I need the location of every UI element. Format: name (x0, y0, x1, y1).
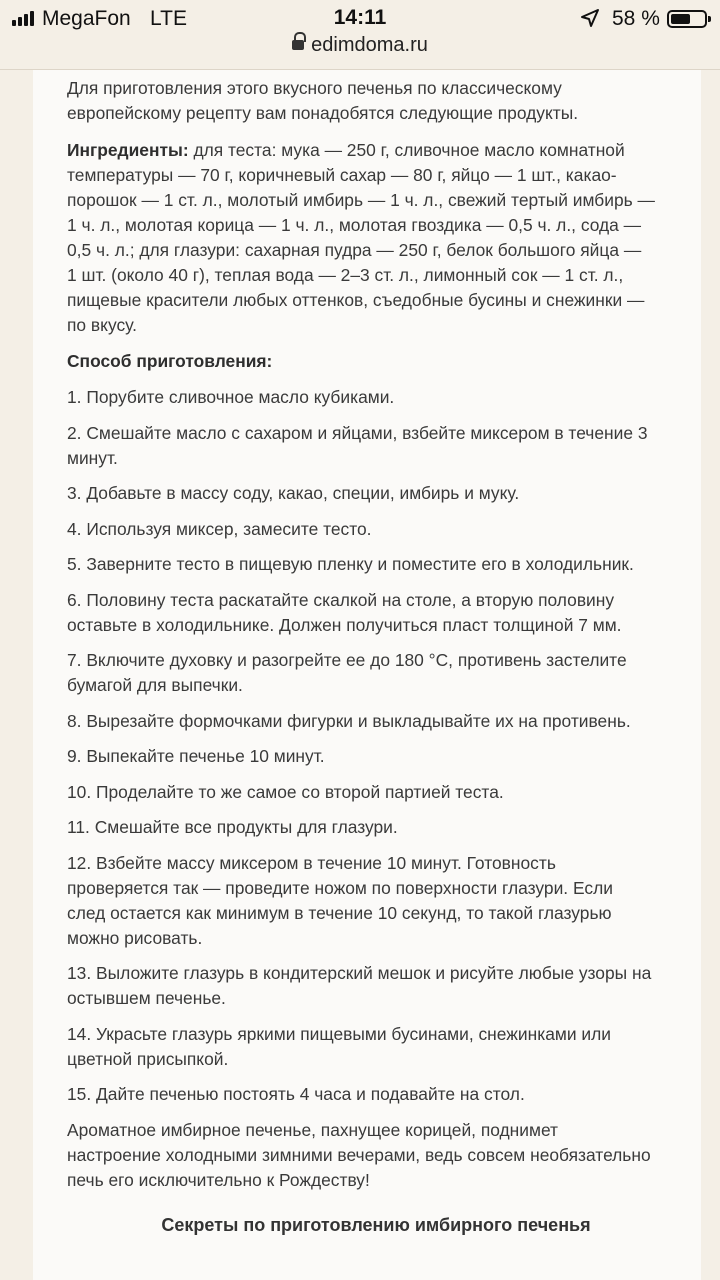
recipe-step: 13. Выложите глазурь в кондитерский мешок и рисуйте любые узоры на остывшем печенье. (67, 963, 652, 1008)
recipe-step: 11. Смешайте все продукты для глазури. (67, 817, 398, 837)
network-type: LTE (150, 7, 187, 30)
recipe-step: 15. Дайте печенью постоять 4 часа и подавайте на стол. (67, 1084, 525, 1104)
battery-icon (667, 10, 707, 28)
ingredients-paragraph (67, 138, 655, 338)
status-time: 14:11 (333, 6, 387, 29)
recipe-step: 8. Вырезайте формочками фигурки и выкладывайте их на противень. (67, 710, 631, 731)
recipe-step: 10. Проделайте то же самое со второй партией теста. (67, 781, 504, 802)
url-text: edimdoma.ru (311, 34, 428, 56)
recipe-step: 7. Включите духовку и разогрейте ее до 180 °C, противень застелите бумагой для выпечки. (67, 650, 627, 695)
article-content[interactable] (33, 70, 701, 1280)
location-arrow-icon (580, 8, 600, 28)
article-intro: Для приготовления этого вкусного печенья по классическому европейскому рецепту вам понадобятся следующие продукты. (67, 78, 579, 123)
steps-list (67, 385, 655, 1107)
recipe-step: 9. Выпекайте печенье 10 минут. (67, 746, 325, 766)
recipe-step: 1. Порубите сливочное масло кубиками. (67, 387, 395, 407)
recipe-step: 3. Добавьте в массу соду, какао, специи, имбирь и муку. (67, 483, 520, 503)
ingredients-text: для теста: мука — 250 г, сливочное масло комнатной температуры — 70 г, коричневый сахар — 80 г, яйцо — 1 шт., какао-порошок — 1 ст. л., молотый имбирь — 1 ч. л., свежий тертый имбирь — 1 ч. л., молотая корица — 1 ч. л., молотая гвоздика — 0,5 ч. л., сода — 0,5 ч. л.; для глазури: сахарная пудра — 250 г, белок большого яйца — 1 шт. (около 40 г), теплая вода — 2–3 ст. л., лимонный сок — 1 ст. л., пищевые красители любых оттенков, съедобные бусины и снежинки — по вкусу. (67, 140, 655, 335)
lock-icon (292, 37, 304, 52)
carrier-name: MegaFon (42, 7, 131, 30)
address-bar[interactable] (0, 34, 720, 64)
recipe-step: 6. Половину теста раскатайте скалкой на столе, а вторую половину оставьте в холодильнике. Должен получиться пласт толщиной 7 мм. (67, 589, 622, 635)
status-bar (0, 0, 720, 36)
recipe-step: 12. Взбейте массу миксером в течение 10 минут. Готовность проверяется так — проведите ножом по поверхности глазури. Если след остается как минимум в течение 10 секунд, то такой глазурью можно рисовать. (67, 852, 613, 948)
ingredients-label: Ингредиенты: (67, 140, 189, 160)
recipe-step: 4. Используя миксер, замесите тесто. (67, 518, 372, 539)
recipe-step: 5. Заверните тесто в пищевую пленку и поместите его в холодильник. (67, 554, 634, 574)
recipe-step: 2. Смешайте масло с сахаром и яйцами, взбейте миксером в течение 3 минут. (67, 422, 648, 468)
secrets-heading: Секреты по приготовлению имбирного печенья (161, 1214, 591, 1235)
battery-percent: 58 % (612, 7, 660, 30)
method-label: Способ приготовления: (67, 351, 273, 371)
recipe-step: 14. Украсьте глазурь яркими пищевыми бусинами, снежинками или цветной присыпкой. (67, 1023, 611, 1069)
article-outro: Ароматное имбирное печенье, пахнущее корицей, поднимет настроение холодными зимними вечерами, ведь совсем необязательно печь его исключительно к Рождеству! (67, 1119, 651, 1190)
